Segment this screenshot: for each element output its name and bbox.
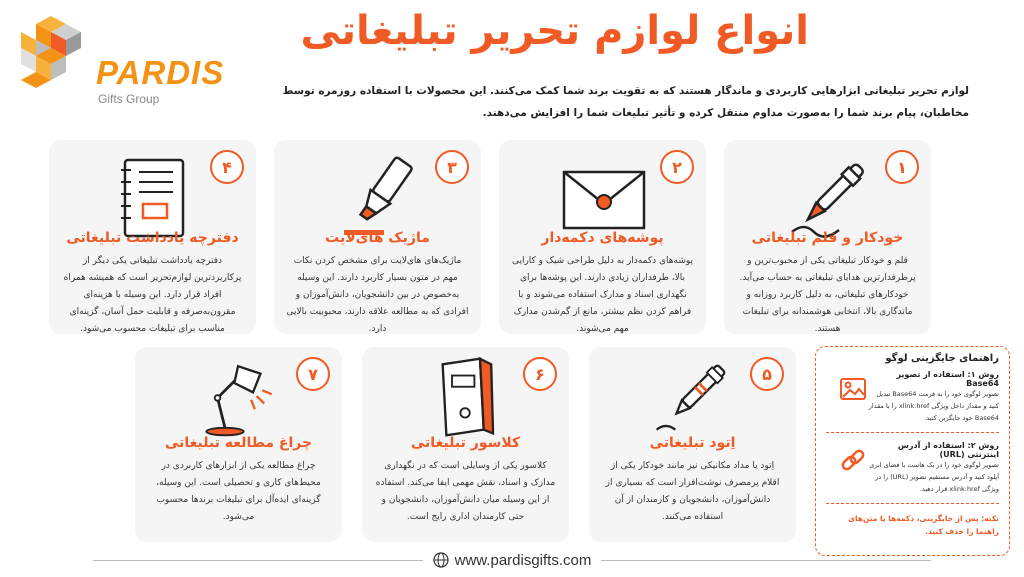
globe-icon — [433, 552, 449, 568]
card-notebook — [49, 140, 256, 334]
image-icon — [838, 374, 868, 404]
card-number: ۷ — [296, 357, 330, 391]
card-description: دفترچه یادداشت تبلیغاتی یکی دیگر از پرکاربردترین لوازم‌تحریر است که همیشه همراه افراد قرار دارد. این وسیله با هزینه‌ای مقرون‌به‌صرفه و قابلیت حمل آسان، گزینه‌ای مناسب برای تبلیغات محسوب می‌شود. — [63, 256, 242, 334]
desk-lamp-icon — [197, 355, 281, 439]
card-binder — [362, 347, 569, 542]
card-number: ۳ — [435, 150, 469, 184]
intro-text: لوازم تحریر تبلیغاتی ابزارهایی کاربردی و ماندگار هستند که به تقویت برند شما کمک می‌کنند. این محصولات با استفاده روزمره توسط مخاطبان، پیام برند شما را به‌صورت مداوم منتقل کرده و تأثیر تبلیغات شما را افزایش می‌دهند. — [282, 85, 969, 119]
brand-name: PARDIS — [96, 54, 225, 91]
notebook-icon — [109, 152, 199, 242]
card-title: خودکار و قلم تبلیغاتی — [751, 230, 904, 246]
card-number: ۱ — [885, 150, 919, 184]
guide-divider — [826, 503, 999, 504]
envelope-icon — [559, 152, 649, 242]
hexagon-logo-icon — [14, 14, 88, 94]
card-title: پوشه‌های دکمه‌دار — [541, 230, 664, 246]
page-title: انواع لوازم تحریر تبلیغاتی — [300, 8, 809, 54]
highlighter-icon — [334, 152, 424, 242]
guide-method-2-text: تصویر لوگوی خود را در یک هاست یا فضای ابری آپلود کنید و آدرس مستقیم تصویر (URL) را در ویژگی xlink:href قرار دهید. — [869, 461, 999, 493]
card-title: چراغ مطالعه تبلیغاتی — [164, 435, 313, 451]
card-description: قلم و خودکار تبلیغاتی یکی از محبوب‌ترین و پرطرفدارترین هدایای تبلیغاتی به حساب می‌آید. خودکارهای تبلیغاتی، به دلیل کاربرد روزانه و ماندگاری بالا، انتخابی هوشمندانه برای تبلیغات هستند. — [739, 256, 916, 334]
footer-line-right — [601, 560, 931, 561]
card-title: اِتود تبلیغاتی — [649, 435, 736, 451]
guide-method-1 — [826, 370, 999, 424]
card-number: ۶ — [523, 357, 557, 391]
card-title: دفترچه یادداشت تبلیغاتی — [66, 230, 239, 246]
guide-method-1-text: تصویر لوگوی خود را به فرمت Base64 تبدیل کنید و مقدار داخل ویژگی xlink:href را با مقدار Base64 خود جایگزین کنید. — [868, 390, 999, 422]
guide-title: راهنمای جایگزینی لوگو — [885, 353, 999, 364]
card-title: کلاسور تبلیغاتی — [410, 435, 521, 451]
link-icon — [838, 445, 868, 475]
card-description: کلاسور یکی از وسایلی است که در نگهداری مدارک و اسناد، نقش مهمی ایفا می‌کند. استفاده از این وسیله میان دانش‌آموزان، دانشجویان و حتی کارمندان اداری رایج است. — [375, 461, 556, 522]
guide-divider — [826, 432, 999, 433]
pencil-icon — [651, 355, 735, 439]
card-desk-lamp — [135, 347, 342, 542]
card-pen — [724, 140, 931, 334]
logo-guide-box — [815, 346, 1010, 556]
website-link[interactable]: www.pardisgifts.com — [454, 551, 592, 569]
card-description: چراغ مطالعه یکی از ابزارهای کاربردی در محیط‌های کاری و تحصیلی است. این وسیله، گزینه‌ای ایده‌آل برای تبلیغات برندها محسوب می‌شود. — [156, 461, 321, 522]
guide-method-1-heading: روش ۱: استفاده از تصویر Base64 — [896, 370, 999, 388]
guide-note: نکته: پس از جایگزینی، دکمه‌ها یا متن‌های راهنما را حذف کنید. — [848, 514, 999, 536]
binder-icon — [424, 355, 508, 439]
card-number: ۲ — [660, 150, 694, 184]
card-mechanical-pencil — [589, 347, 796, 542]
guide-method-2-heading: روش ۲: استفاده از آدرس اینترنتی (URL) — [897, 441, 999, 459]
footer — [0, 549, 1024, 571]
card-description: ماژیک‌های های‌لایت برای مشخص کردن نکات مهم در متون بسیار کاربرد دارند. این وسیله به‌خصوص در بین دانشجویان، دانش‌آموزان و افرادی که به مطالعه علاقه دارند، محبوبیت بالایی دارد. — [286, 256, 469, 334]
footer-line-left — [93, 560, 423, 561]
pen-icon — [784, 152, 874, 242]
card-description: پوشه‌های دکمه‌دار به دلیل طراحی شیک و کارایی بالا، طرفداران زیادی دارند. این پوشه‌ها برای نگهداری اسناد و مدارک استفاده می‌شوند و با فراهم کردن نظم بیشتر، مانع از گم‌شدن مدارک مهم می‌شوند. — [511, 256, 694, 334]
card-number: ۵ — [750, 357, 784, 391]
card-envelope — [499, 140, 706, 334]
card-description: اِتود یا مداد مکانیکی نیز مانند خودکار یکی از اقلام پرمصرف نوشت‌افزار است که بسیاری از دانش‌آموزان، دانشجویان و کارمندان از آن استفاده می‌کنند. — [605, 461, 780, 522]
brand-logo — [14, 14, 244, 106]
brand-subtitle: Gifts Group — [98, 92, 160, 106]
card-title: ماژیک های‌لایت — [325, 230, 430, 246]
card-number: ۴ — [210, 150, 244, 184]
card-highlighter — [274, 140, 481, 334]
guide-method-2 — [826, 441, 999, 495]
